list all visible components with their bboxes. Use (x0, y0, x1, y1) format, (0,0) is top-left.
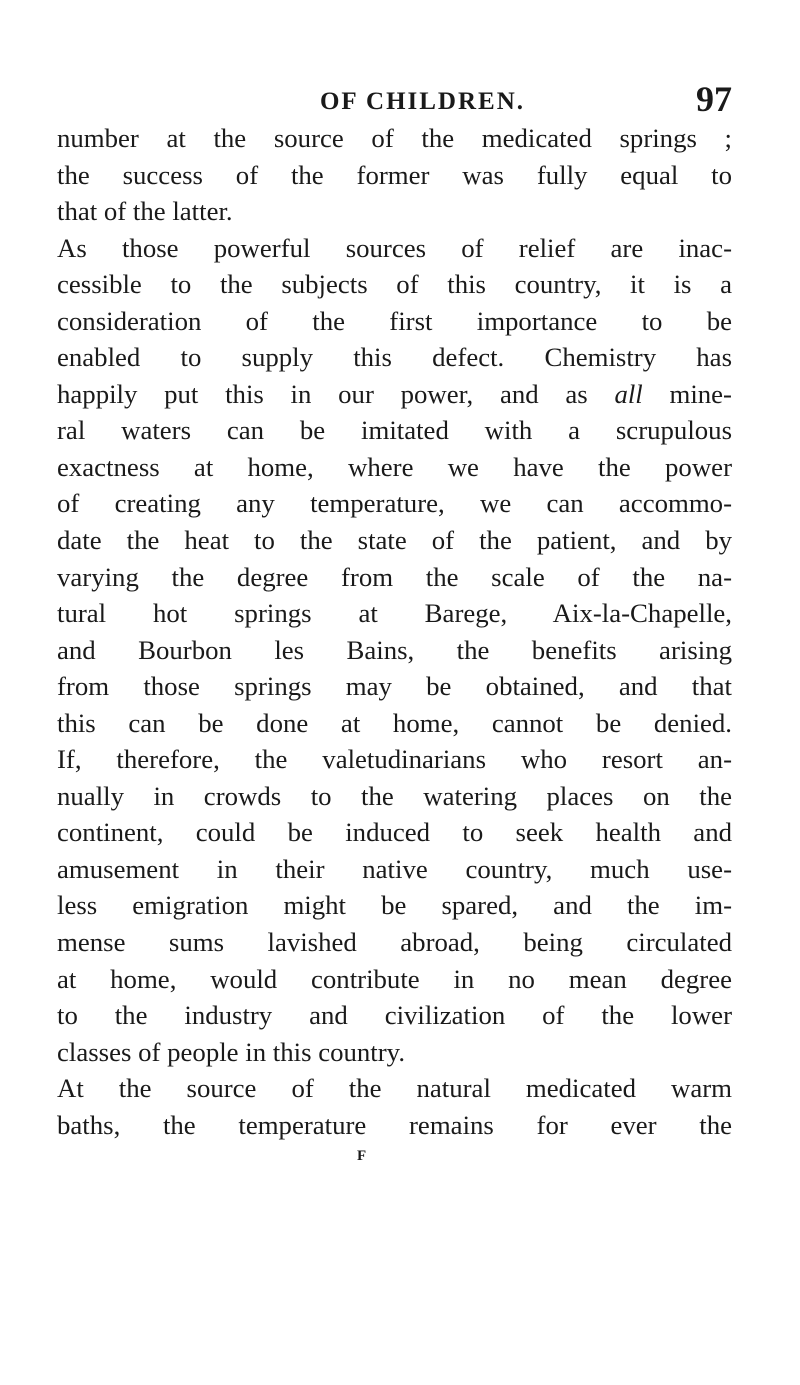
text-line: that of the latter. (57, 196, 233, 227)
text-line: and Bourbon les Bains, the benefits arising (57, 634, 732, 665)
page-number: 97 (696, 79, 732, 119)
text-line: baths, the temperature remains for ever the (57, 1109, 732, 1140)
text-line: ral waters can be imitated with a scrupulous (57, 415, 732, 446)
signature-mark: F (357, 1148, 368, 1164)
text-line: mense sums lavished abroad, being circulated (57, 927, 732, 958)
text-line: number at the source of the medicated springs ; (57, 123, 732, 153)
text-line: cessible to the subjects of this country, it is a (57, 269, 732, 300)
body-text (57, 120, 732, 1143)
text-line: enabled to supply this defect. Chemistry has (57, 342, 732, 373)
text-line: date the heat to the state of the patient, and by (57, 525, 732, 556)
text-line: classes of people in this country. (57, 1036, 406, 1067)
text-line: amusement in their native country, much use- (57, 853, 732, 884)
text-line: to the industry and civilization of the lower (57, 1000, 732, 1031)
text-line: less emigration might be spared, and the im- (57, 890, 732, 921)
text-line: exactness at home, where we have the power (57, 451, 732, 482)
text-line: As those powerful sources of relief are inac- (57, 232, 732, 263)
text-line: the success of the former was fully equal to (57, 159, 732, 190)
text-line: at home, would contribute in no mean degree (57, 963, 732, 994)
text-line: this can be done at home, cannot be denied. (57, 707, 732, 738)
text-line: If, therefore, the valetudinarians who resort an- (57, 744, 732, 775)
text-line: tural hot springs at Barege, Aix-la-Chapelle, (57, 598, 732, 629)
text-line: At the source of the natural medicated warm (57, 1073, 732, 1104)
running-title: OF CHILDREN. (319, 88, 526, 115)
text-line: nually in crowds to the watering places on the (57, 780, 732, 811)
text-line: varying the degree from the scale of the na- (57, 561, 732, 592)
text-line: from those springs may be obtained, and that (57, 671, 732, 702)
text-line: continent, could be induced to seek health and (57, 817, 732, 848)
text-line: of creating any temperature, we can accommo- (57, 488, 732, 519)
text-line: happily put this in our power, and as all mine- (57, 378, 732, 409)
text-line: consideration of the first importance to be (57, 305, 732, 336)
